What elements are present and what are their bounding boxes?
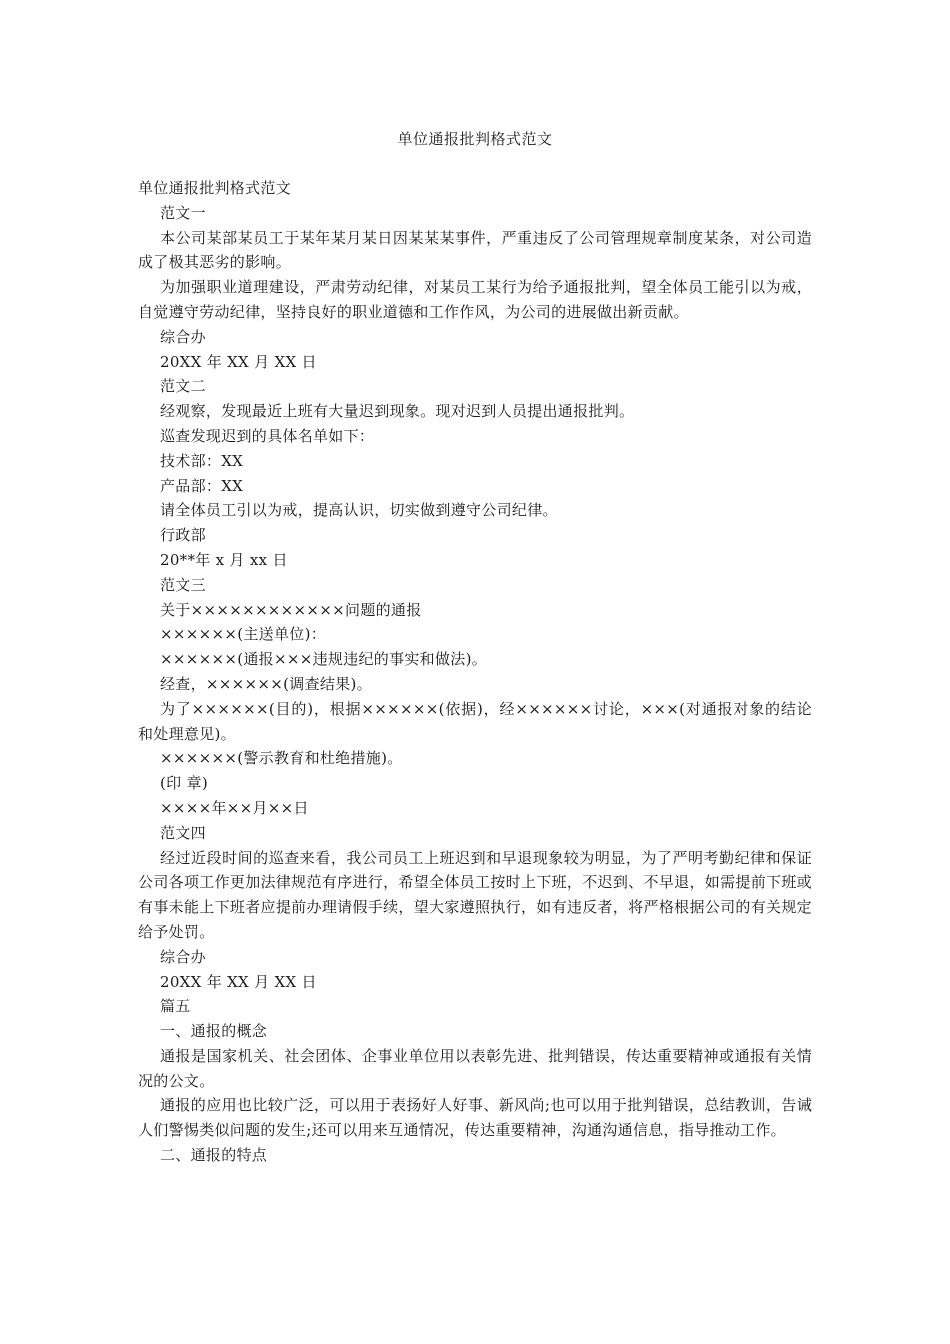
paragraph: 为了××××××(目的)，根据××××××(依据)，经××××××讨论，×××(对通报对象的结论和处理意见)。: [138, 699, 812, 743]
paragraph: 范文一: [160, 203, 206, 222]
paragraph: (印 章): [160, 774, 208, 793]
paragraph: ××××××(警示教育和杜绝措施)。: [160, 749, 403, 768]
paragraph: 范文三: [160, 575, 206, 594]
paragraph: 综合办: [160, 947, 206, 966]
paragraph: 范文二: [160, 377, 206, 396]
paragraph: 经过近段时间的巡查来看，我公司员工上班迟到和早退现象较为明显，为了严明考勤纪律和保证公司各项工作更加法律规范有序进行，希望全体员工按时上下班，不迟到、不早退，如需提前下班或有事未能上下班者应提前办理请假手续，望大家遵照执行，如有违反者，将严格根据公司的有关规定给予处罚。: [138, 848, 812, 941]
paragraph: ××××××(通报×××违规违纪的事实和做法)。: [160, 650, 488, 669]
paragraph: 一、通报的概念: [160, 1022, 268, 1041]
paragraph: 篇五: [160, 997, 191, 1016]
paragraph: 通报是国家机关、社会团体、企事业单位用以表彰先进、批判错误，传达重要精神或通报有关情况的公文。: [138, 1046, 812, 1090]
paragraph: 综合办: [160, 327, 206, 346]
paragraph: 技术部：XX: [160, 451, 244, 470]
paragraph: 二、通报的特点: [160, 1146, 268, 1165]
paragraph: 20XX 年 XX 月 XX 日: [160, 972, 317, 991]
paragraph: 请全体员工引以为戒，提高认识，切实做到遵守公司纪律。: [160, 501, 558, 520]
paragraph: 通报的应用也比较广泛，可以用于表扬好人好事、新风尚;也可以用于批判错误，总结教训，告诫人们警惕类似问题的发生;还可以用来互通情况，传达重要精神，沟通沟通信息，指导推动工作。: [138, 1096, 812, 1140]
paragraph: 本公司某部某员工于某年某月某日因某某某事件，严重违反了公司管理规章制度某条，对公司造成了极其恶劣的影响。: [138, 228, 812, 272]
paragraph: 为加强职业道理建设，严肃劳动纪律，对某员工某行为给予通报批判，望全体员工能引以为戒，自觉遵守劳动纪律，坚持良好的职业道德和工作作风，为公司的进展做出新贡献。: [138, 278, 812, 321]
paragraph: 产品部：XX: [160, 476, 244, 495]
paragraph: 巡查发现迟到的具体名单如下：: [160, 426, 375, 445]
paragraph: ××××××(主送单位)：: [160, 625, 327, 644]
paragraph: ××××年××月××日: [160, 798, 309, 817]
document-body: [138, 176, 812, 1168]
paragraph: 经观察，发现最近上班有大量迟到现象。现对迟到人员提出通报批判。: [160, 402, 635, 421]
paragraph: 关于××××××××××××问题的通报: [160, 600, 422, 619]
document-title: 单位通报批判格式范文: [397, 130, 553, 148]
paragraph: 行政部: [160, 526, 206, 545]
paragraph: 20**年 x 月 xx 日: [160, 550, 288, 569]
paragraph: 单位通报批判格式范文: [138, 179, 292, 197]
paragraph: 20XX 年 XX 月 XX 日: [160, 352, 317, 371]
paragraph: 范文四: [160, 823, 206, 842]
paragraph: 经查，××××××(调查结果)。: [160, 674, 372, 693]
